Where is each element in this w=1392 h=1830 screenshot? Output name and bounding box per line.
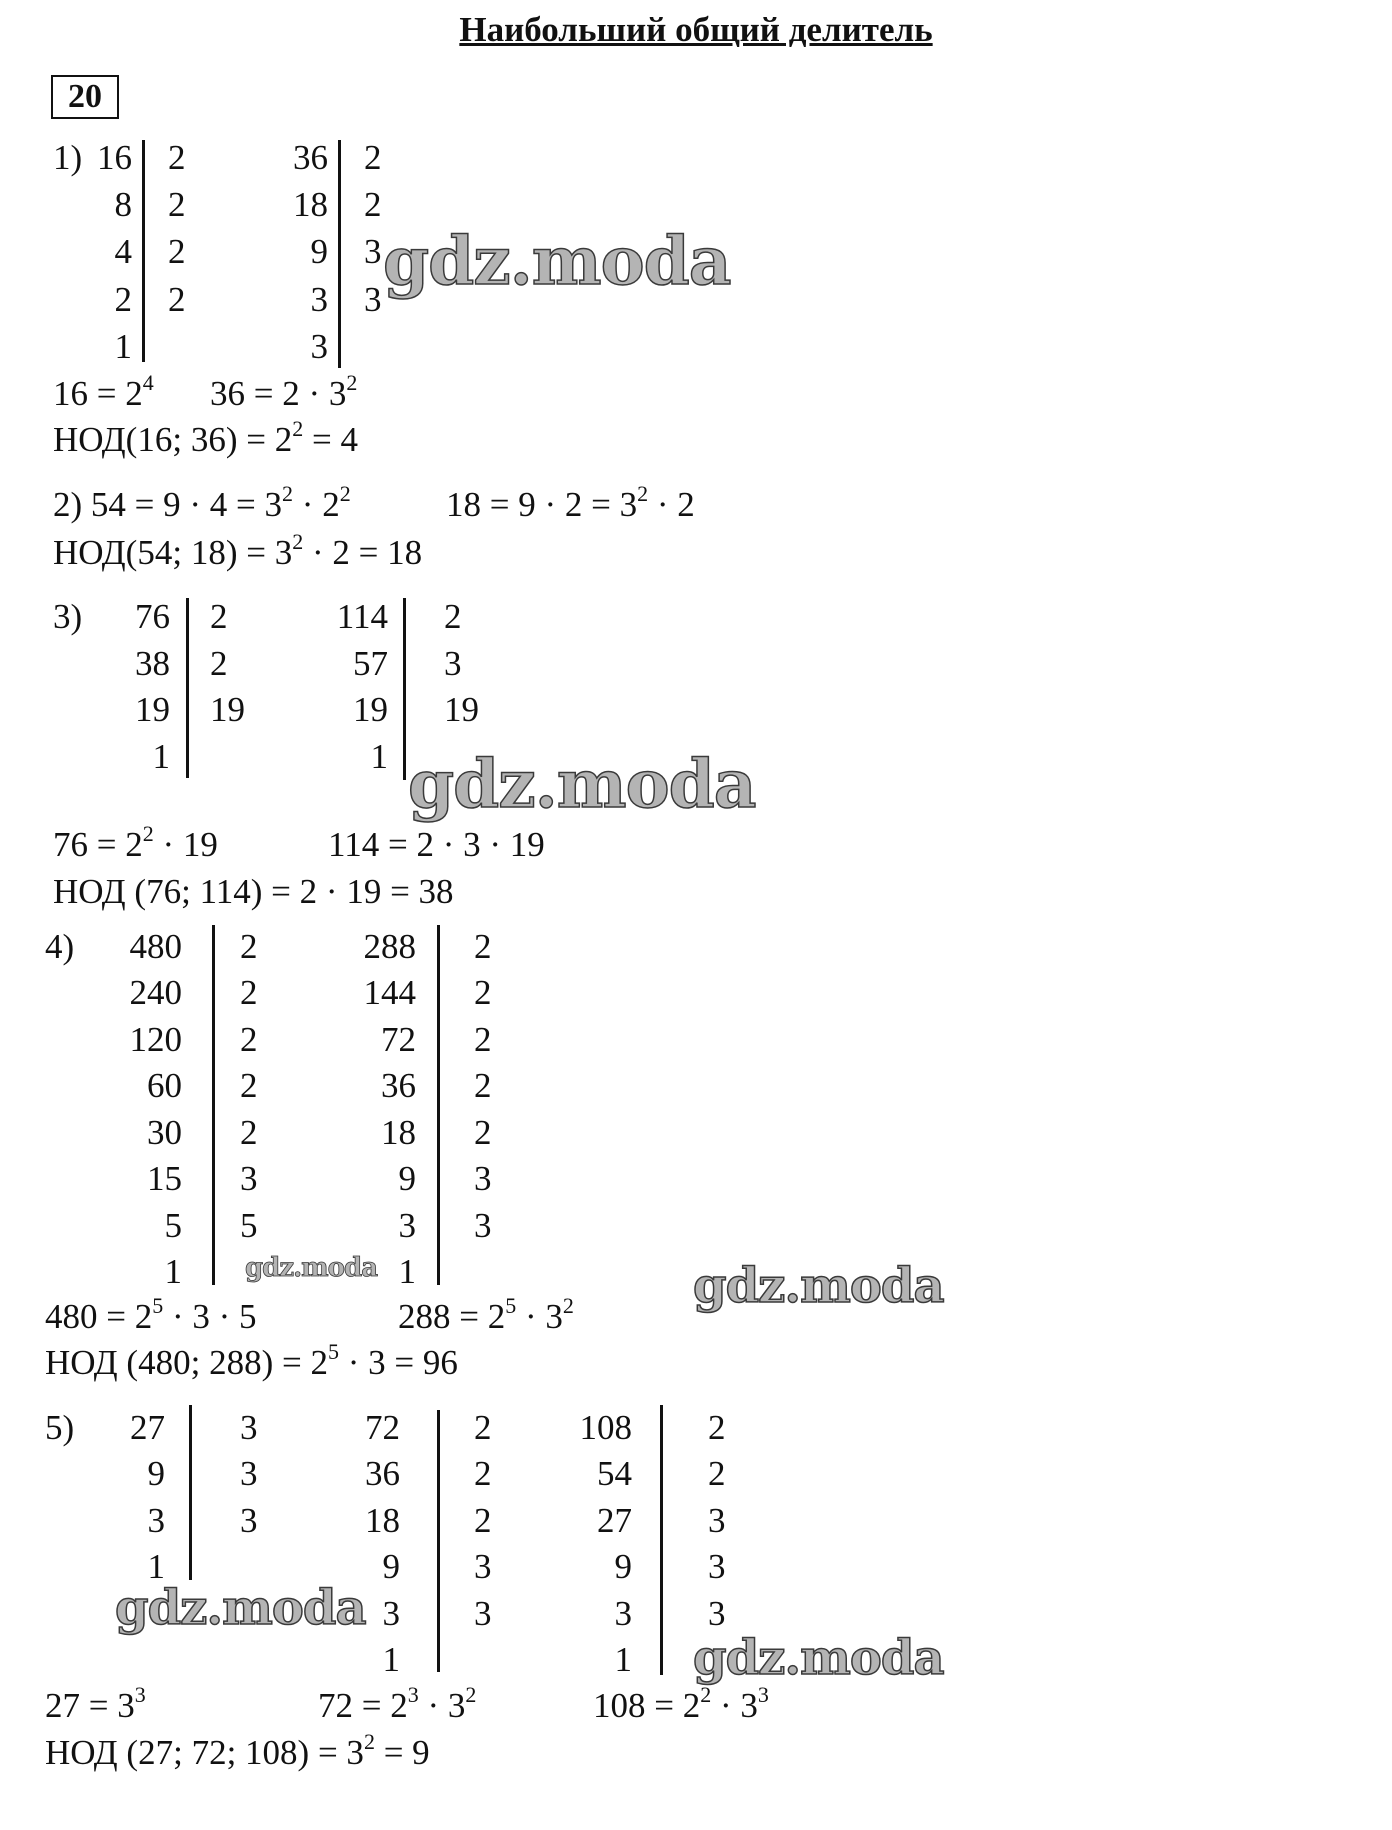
divisor: 2 bbox=[240, 1113, 258, 1152]
dividend: 1 bbox=[164, 1252, 182, 1291]
division-bar bbox=[437, 1410, 440, 1672]
dividend: 3 bbox=[614, 1594, 632, 1633]
part-3-label: 3) bbox=[53, 597, 83, 636]
dividend: 3 bbox=[398, 1206, 416, 1245]
divisor: 2 bbox=[240, 927, 258, 966]
dividend: 1 bbox=[147, 1547, 165, 1586]
dividend: 72 bbox=[381, 1020, 416, 1059]
dividend: 19 bbox=[353, 690, 388, 729]
watermark: gdz.moda bbox=[245, 1253, 378, 1283]
dividend: 1 bbox=[370, 737, 388, 776]
dividend: 36 bbox=[293, 138, 328, 177]
dividend: 3 bbox=[147, 1501, 165, 1540]
dividend: 9 bbox=[382, 1547, 400, 1586]
divisor: 3 bbox=[708, 1501, 726, 1540]
division-bar bbox=[338, 140, 341, 368]
dividend: 9 bbox=[147, 1454, 165, 1493]
dividend: 36 bbox=[365, 1454, 400, 1493]
dividend: 3 bbox=[382, 1594, 400, 1633]
gcd-result-5: НОД (27; 72; $108) = 3^2 = 9$ bbox=[45, 1729, 430, 1772]
dividend: 16 bbox=[97, 138, 132, 177]
division-bar bbox=[437, 925, 440, 1285]
divisor: 2 bbox=[240, 973, 258, 1012]
dividend: 120 bbox=[129, 1020, 182, 1059]
dividend: 18 bbox=[293, 185, 328, 224]
dividend: 54 bbox=[597, 1454, 632, 1493]
divisor: 3 bbox=[444, 644, 462, 683]
factorization-480: $480 = 2^5 \cdot 3 \cdot 5$ bbox=[45, 1293, 257, 1336]
divisor: 2 bbox=[474, 973, 492, 1012]
divisor: 19 bbox=[444, 690, 479, 729]
divisor: 2 bbox=[474, 1408, 492, 1447]
dividend: 57 bbox=[353, 644, 388, 683]
division-bar bbox=[186, 598, 189, 778]
part-1-label: 1) bbox=[53, 138, 83, 177]
dividend: 1 bbox=[398, 1252, 416, 1291]
factorization-16: $16 = 2^4$ bbox=[53, 370, 154, 413]
factorization-54: 2) $54 = 9 \cdot 4 = 3^2 \cdot 2^2$ bbox=[53, 481, 351, 524]
exercise-number: 20 bbox=[51, 75, 119, 119]
dividend: 72 bbox=[365, 1408, 400, 1447]
divisor: 2 bbox=[474, 1020, 492, 1059]
dividend: 38 bbox=[135, 644, 170, 683]
dividend: 108 bbox=[579, 1408, 632, 1447]
dividend: 27 bbox=[597, 1501, 632, 1540]
division-bar bbox=[189, 1405, 192, 1580]
dividend: 288 bbox=[363, 927, 416, 966]
divisor: 2 bbox=[474, 1066, 492, 1105]
dividend: 2 bbox=[114, 280, 132, 319]
dividend: 4 bbox=[114, 232, 132, 271]
gcd-result-1: НОД(16; $36) = 2^2 = 4$ bbox=[53, 416, 358, 459]
dividend: 480 bbox=[129, 927, 182, 966]
part-4-label: 4) bbox=[45, 927, 75, 966]
divisor: 3 bbox=[474, 1159, 492, 1198]
gcd-result-3: НОД (76; 114) = 2 · 19 = 38 bbox=[53, 872, 454, 911]
dividend: 18 bbox=[381, 1113, 416, 1152]
dividend: 36 bbox=[381, 1066, 416, 1105]
divisor: 3 bbox=[708, 1594, 726, 1633]
factorization-36: $36 = 2 \cdot 3^2$ bbox=[210, 370, 358, 413]
dividend: 76 bbox=[135, 597, 170, 636]
divisor: 3 bbox=[364, 232, 382, 271]
division-bar bbox=[660, 1405, 663, 1675]
dividend: 1 bbox=[382, 1640, 400, 1679]
divisor: 3 bbox=[708, 1547, 726, 1586]
dividend: 1 bbox=[152, 737, 170, 776]
divisor: 19 bbox=[210, 690, 245, 729]
dividend: 114 bbox=[336, 597, 388, 636]
dividend: 5 bbox=[164, 1206, 182, 1245]
factorization-18: $18 = 9 \cdot 2 = 3^2 \cdot 2$ bbox=[446, 481, 695, 524]
dividend: 3 bbox=[310, 327, 328, 366]
divisor: 2 bbox=[474, 927, 492, 966]
factorization-108: $108 = 2^2 \cdot 3^3$ bbox=[593, 1682, 769, 1725]
dividend: 30 bbox=[147, 1113, 182, 1152]
part-5-label: 5) bbox=[45, 1408, 75, 1447]
divisor: 2 bbox=[708, 1454, 726, 1493]
dividend: 18 bbox=[365, 1501, 400, 1540]
division-bar bbox=[212, 925, 215, 1285]
watermark: gdz.moda bbox=[693, 1630, 944, 1686]
dividend: 240 bbox=[129, 973, 182, 1012]
divisor: 3 bbox=[474, 1547, 492, 1586]
divisor: 3 bbox=[474, 1206, 492, 1245]
divisor: 2 bbox=[240, 1066, 258, 1105]
factorization-76: $76 = 2^2 \cdot 19$ bbox=[53, 821, 218, 864]
division-bar bbox=[403, 598, 406, 780]
divisor: 2 bbox=[210, 644, 228, 683]
dividend: 9 bbox=[310, 232, 328, 271]
factorization-27: $27 = 3^3$ bbox=[45, 1682, 146, 1725]
factorization-288: $288 = 2^5 \cdot 3^2$ bbox=[398, 1293, 574, 1336]
divisor: 2 bbox=[168, 232, 186, 271]
watermark: gdz.moda bbox=[383, 222, 731, 300]
divisor: 2 bbox=[474, 1501, 492, 1540]
page-title: Наибольший общий делитель bbox=[459, 10, 933, 49]
divisor: 2 bbox=[364, 185, 382, 224]
divisor: 3 bbox=[240, 1454, 258, 1493]
factorization-114: 114 = 2 · 3 · 19 bbox=[328, 825, 545, 864]
watermark: gdz.moda bbox=[693, 1258, 944, 1314]
gcd-result-4: НОД (480; $288) = 2^5 \cdot 3 = 96$ bbox=[45, 1339, 458, 1382]
divisor: 2 bbox=[240, 1020, 258, 1059]
factorization-72: $72 = 2^3 \cdot 3^2$ bbox=[318, 1682, 477, 1725]
divisor: 3 bbox=[240, 1408, 258, 1447]
divisor: 2 bbox=[444, 597, 462, 636]
gcd-result-2: НОД(54; $18) = 3^2 \cdot 2 = 18$ bbox=[53, 529, 423, 572]
divisor: 2 bbox=[474, 1454, 492, 1493]
dividend: 9 bbox=[398, 1159, 416, 1198]
divisor: 2 bbox=[168, 138, 186, 177]
divisor: 5 bbox=[240, 1206, 258, 1245]
watermark: gdz.moda bbox=[408, 745, 756, 823]
watermark: gdz.moda bbox=[115, 1580, 366, 1636]
dividend: 15 bbox=[147, 1159, 182, 1198]
dividend: 27 bbox=[130, 1408, 165, 1447]
dividend: 9 bbox=[614, 1547, 632, 1586]
divisor: 3 bbox=[474, 1594, 492, 1633]
divisor: 2 bbox=[168, 185, 186, 224]
divisor: 2 bbox=[364, 138, 382, 177]
dividend: 144 bbox=[363, 973, 416, 1012]
dividend: 3 bbox=[310, 280, 328, 319]
dividend: 60 bbox=[147, 1066, 182, 1105]
dividend: 1 bbox=[614, 1640, 632, 1679]
divisor: 2 bbox=[210, 597, 228, 636]
divisor: 3 bbox=[240, 1159, 258, 1198]
divisor: 3 bbox=[240, 1501, 258, 1540]
dividend: 19 bbox=[135, 690, 170, 729]
divisor: 2 bbox=[168, 280, 186, 319]
divisor: 3 bbox=[364, 280, 382, 319]
divisor: 2 bbox=[474, 1113, 492, 1152]
dividend: 1 bbox=[114, 327, 132, 366]
divisor: 2 bbox=[708, 1408, 726, 1447]
dividend: 8 bbox=[114, 185, 132, 224]
division-bar bbox=[142, 140, 145, 362]
